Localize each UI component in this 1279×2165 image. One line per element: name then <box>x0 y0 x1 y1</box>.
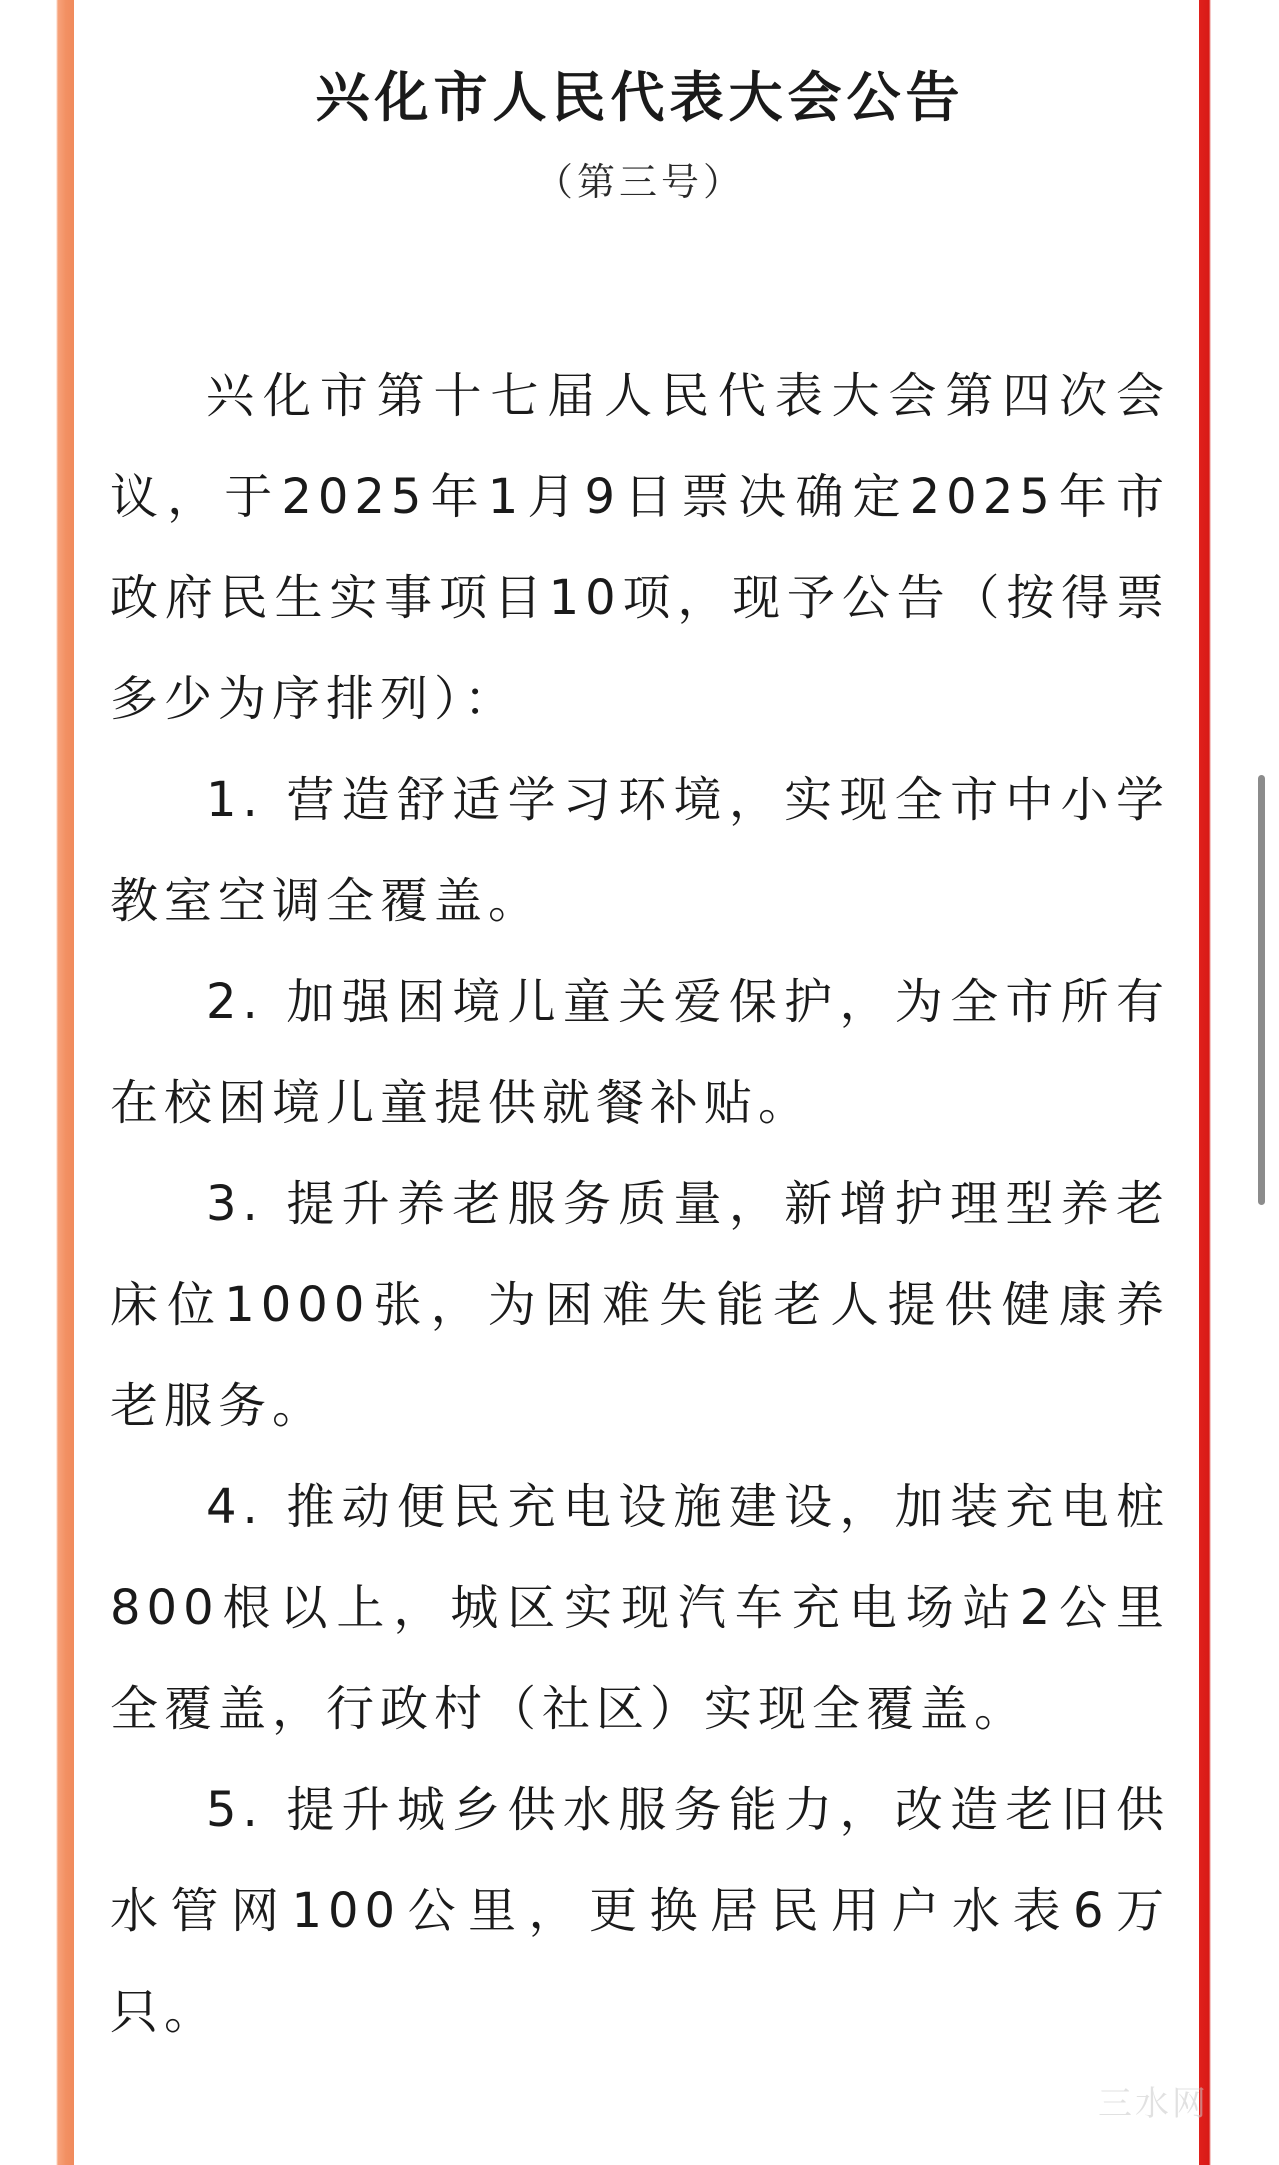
item-5-paragraph: 5. 提升城乡供水服务能力，改造老旧供水管网100公里，更换居民用户水表6万只。 <box>110 1782 1170 2040</box>
item-2-paragraph: 2. 加强困境儿童关爱保护，为全市所有在校困境儿童提供就餐补贴。 <box>110 974 1170 1131</box>
announcement-body <box>110 346 1170 2063</box>
right-decorative-border <box>1199 0 1279 2165</box>
announcement-title: 兴化市人民代表大会公告 <box>315 66 965 129</box>
scrollbar-thumb[interactable] <box>1258 775 1265 1205</box>
item-1-paragraph: 1. 营造舒适学习环境，实现全市中小学教室空调全覆盖。 <box>110 772 1170 929</box>
item-4-paragraph: 4. 推动便民充电设施建设，加装充电桩800根以上，城区实现汽车充电场站2公里全覆盖，行政村（社区）实现全覆盖。 <box>110 1479 1170 1737</box>
site-watermark: 三水网 <box>1098 2084 1209 2124</box>
item-3-paragraph: 3. 提升养老服务质量，新增护理型养老床位1000张，为困难失能老人提供健康养老服务。 <box>110 1176 1170 1434</box>
announcement-number: （第三号） <box>534 160 745 204</box>
left-decorative-border <box>0 0 74 2165</box>
intro-paragraph: 兴化市第十七届人民代表大会第四次会议，于2025年1月9日票决确定2025年市政府民生实事项目10项，现予公告（按得票多少为序排列）： <box>110 368 1170 727</box>
